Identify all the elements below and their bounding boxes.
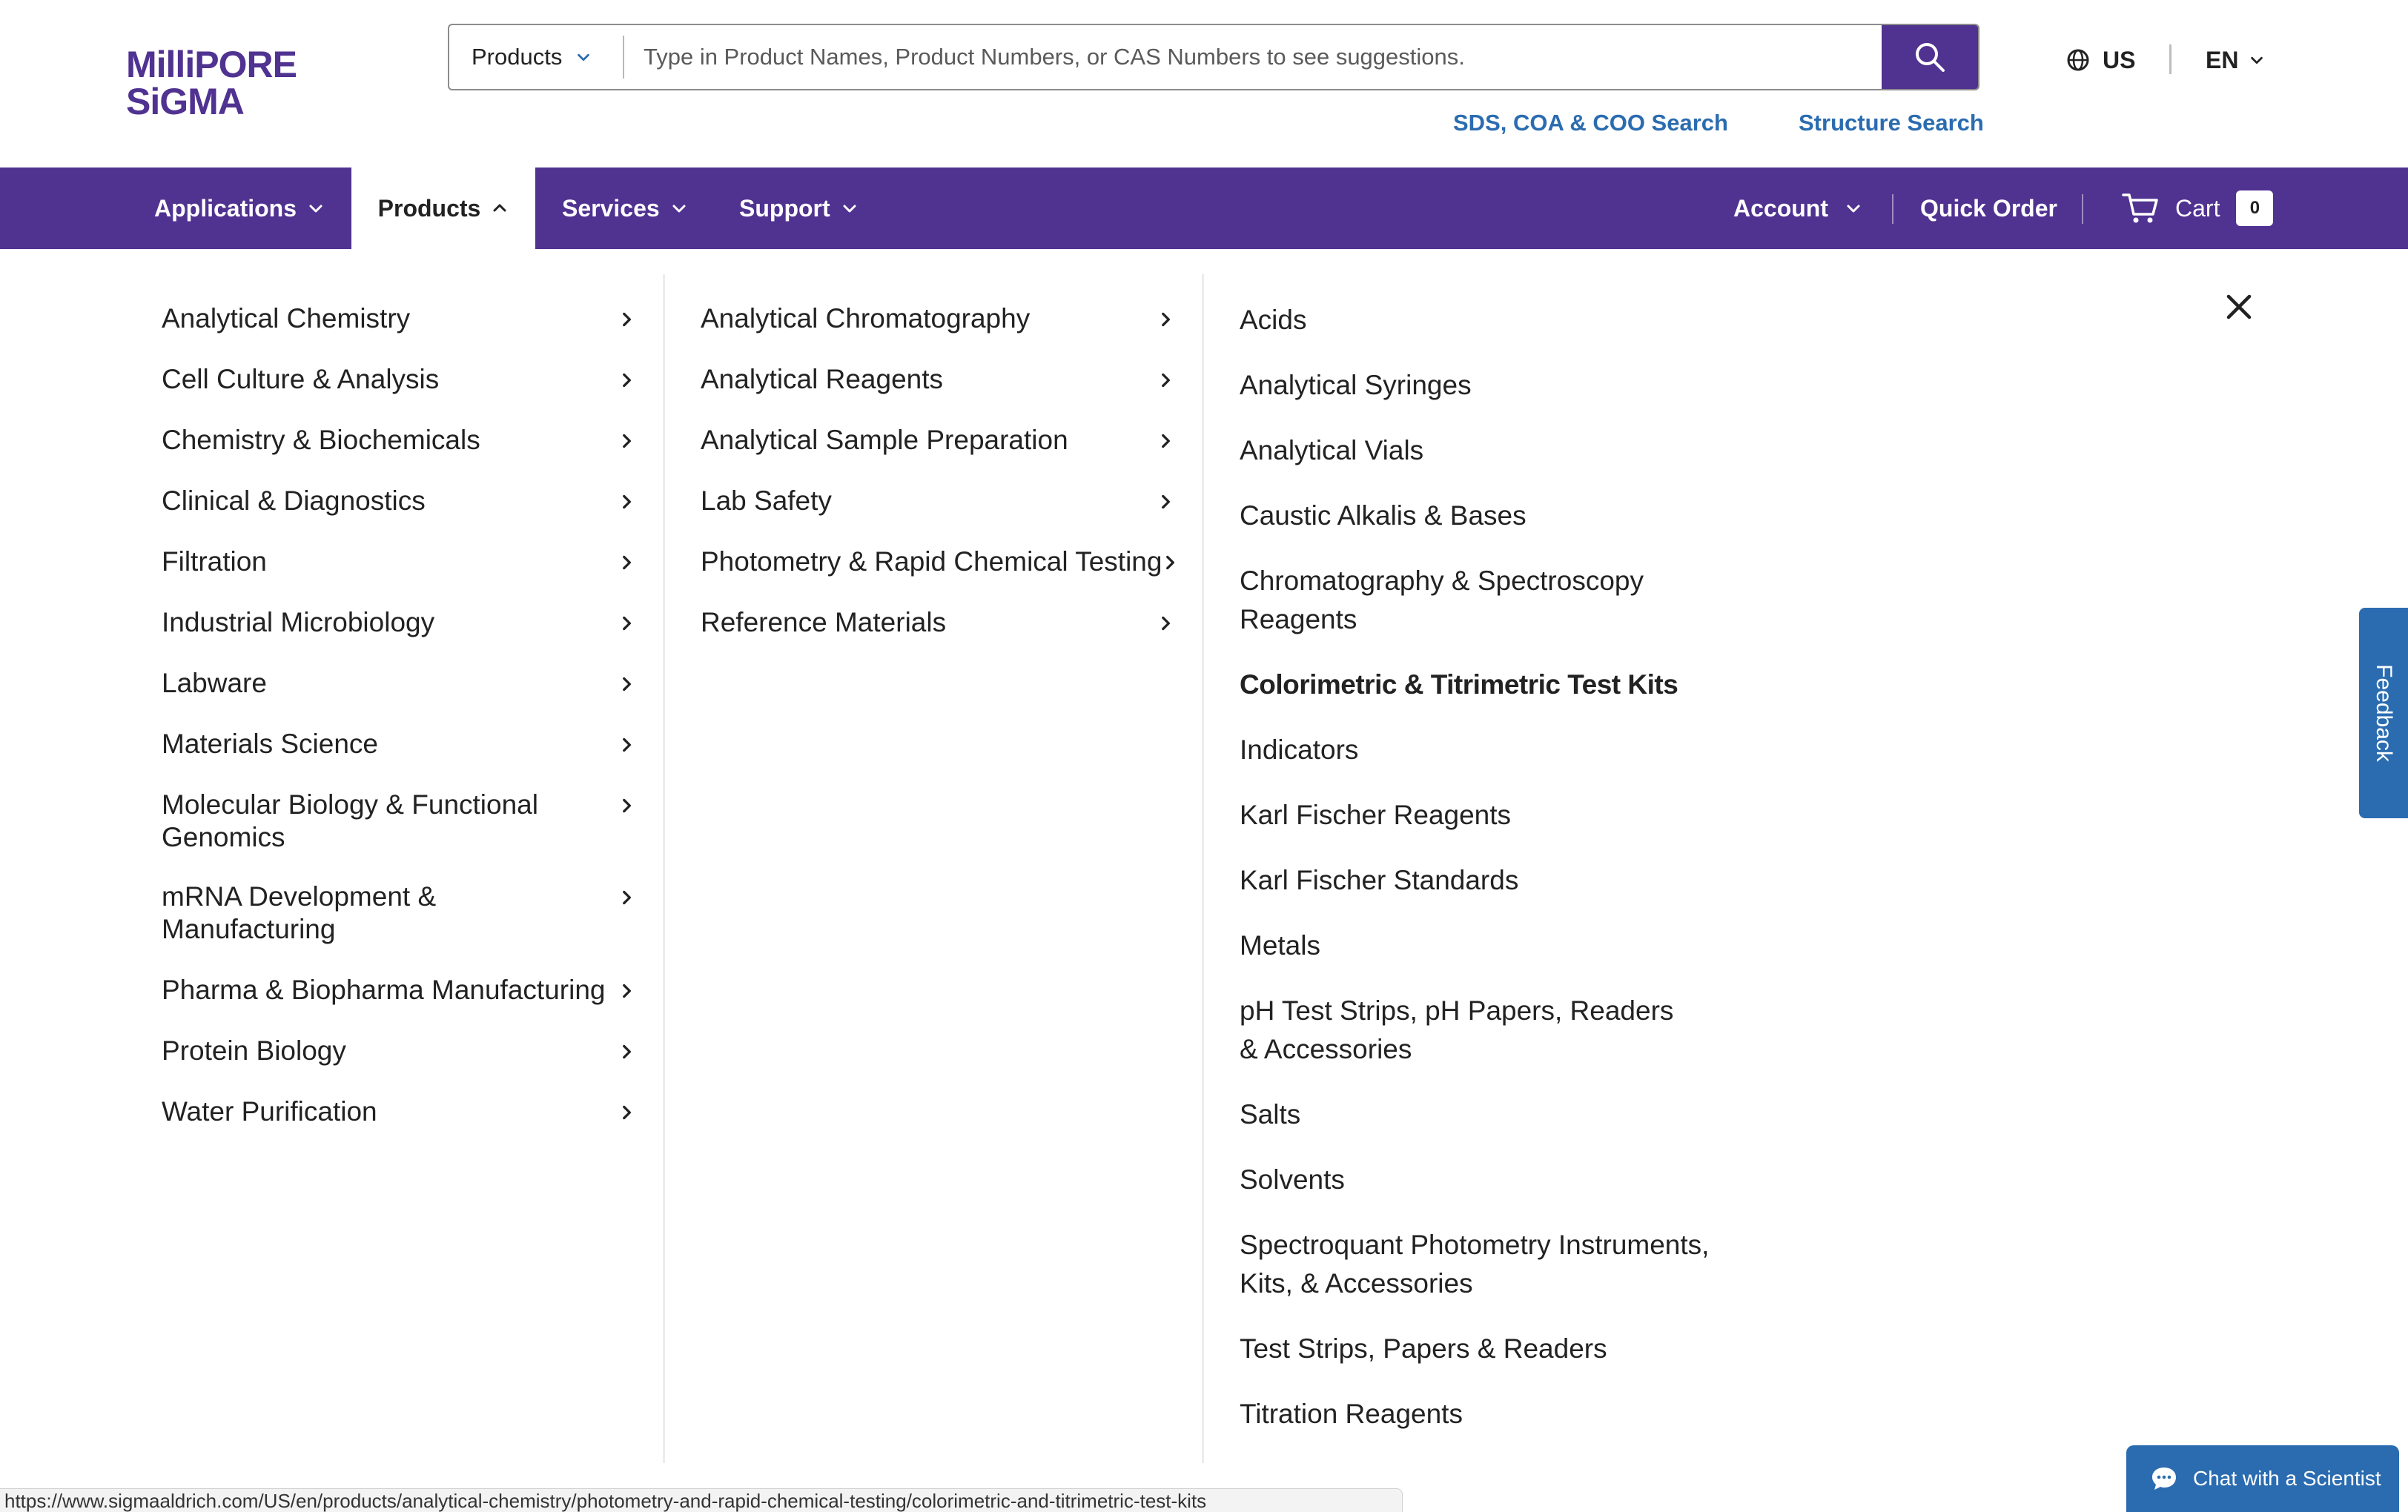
menu-item-label: Industrial Microbiology <box>162 607 435 637</box>
chevron-right-icon <box>1160 553 1180 572</box>
menu-item-label: Pharma & Biopharma Manufacturing <box>162 975 606 1005</box>
menu-item-label: Photometry & Rapid Chemical Testing <box>701 546 1162 577</box>
menu-link-acids[interactable]: Acids <box>1240 305 1307 335</box>
menu-item-cell-culture[interactable] <box>162 363 636 396</box>
menu-item-analytical-chromatography[interactable] <box>701 302 1175 335</box>
chevron-right-icon <box>617 735 636 755</box>
nav-account[interactable] <box>1733 168 1862 249</box>
menu-link-ph-test-strips[interactable]: pH Test Strips, pH Papers, Readers & Accessories <box>1240 995 1674 1064</box>
logo-line-1: MilliPORE <box>126 46 297 85</box>
status-bar-url: https://www.sigmaaldrich.com/US/en/products/analytical-chemistry/photometry-and-rapid-chemical-testing/colorimetric-and-titrimetric-test-kits <box>0 1488 1403 1512</box>
menu-item-label: Filtration <box>162 546 267 577</box>
menu-item-label: Labware <box>162 668 267 698</box>
menu-item-label: Cell Culture & Analysis <box>162 364 440 394</box>
cart-label: Cart <box>2175 194 2220 222</box>
menu-item-labware[interactable] <box>162 667 636 700</box>
search-input[interactable] <box>624 25 1882 89</box>
chevron-up-icon <box>491 199 509 217</box>
chat-with-scientist-button[interactable] <box>2126 1445 2399 1512</box>
chevron-down-icon <box>841 199 859 217</box>
menu-item-photometry-rapid-testing[interactable] <box>701 546 1175 578</box>
menu-item-label: mRNA Development & Manufacturing <box>162 881 437 944</box>
nav-divider <box>1892 194 1893 224</box>
menu-item-analytical-chemistry[interactable] <box>162 302 636 335</box>
menu-item-pharma-biopharma[interactable] <box>162 974 636 1007</box>
chevron-right-icon <box>617 614 636 633</box>
menu-item-filtration[interactable] <box>162 546 636 578</box>
nav-quick-order[interactable] <box>1920 168 2057 249</box>
menu-link-indicators[interactable]: Indicators <box>1240 735 1359 765</box>
globe-icon <box>2065 47 2091 73</box>
menu-item-reference-materials[interactable] <box>701 606 1175 639</box>
language-label: EN <box>2206 46 2239 73</box>
menu-item-label: Materials Science <box>162 729 379 759</box>
menu-item-water-purification[interactable] <box>162 1095 636 1128</box>
nav-cart[interactable] <box>2122 168 2273 249</box>
menu-item-industrial-microbiology[interactable] <box>162 606 636 639</box>
menu-link-karl-fischer-reagents[interactable]: Karl Fischer Reagents <box>1240 800 1512 830</box>
menu-link-metals[interactable]: Metals <box>1240 930 1320 961</box>
chevron-right-icon <box>617 371 636 390</box>
menu-item-label: Analytical Sample Preparation <box>701 425 1068 455</box>
main-nav <box>0 168 2408 249</box>
menu-item-label: Analytical Chemistry <box>162 303 411 334</box>
menu-item-label: Molecular Biology & Functional Genomics <box>162 789 538 852</box>
cart-icon <box>2122 192 2159 225</box>
search-type-dropdown[interactable] <box>449 36 624 79</box>
country-selector[interactable] <box>2065 43 2135 77</box>
menu-item-label: Analytical Reagents <box>701 364 944 394</box>
chevron-right-icon <box>617 431 636 451</box>
nav-applications-label: Applications <box>154 194 297 222</box>
chevron-right-icon <box>617 981 636 1001</box>
menu-item-analytical-reagents[interactable] <box>701 363 1175 396</box>
feedback-label: Feedback <box>2372 664 2396 762</box>
language-selector[interactable] <box>2206 43 2265 77</box>
cart-count-badge: 0 <box>2236 190 2273 226</box>
logo-line-2: SiGMA <box>126 81 244 117</box>
structure-search-link[interactable]: Structure Search <box>1799 110 1984 136</box>
nav-applications[interactable] <box>154 168 325 249</box>
menu-item-label: Lab Safety <box>701 485 832 516</box>
chevron-right-icon <box>1156 431 1175 451</box>
chevron-down-icon <box>1845 199 1862 217</box>
menu-link-spectroquant-photometry[interactable]: Spectroquant Photometry Instruments, Kits, & Accessories <box>1240 1230 1710 1299</box>
search-type-label: Products <box>472 44 563 70</box>
menu-link-solvents[interactable]: Solvents <box>1240 1164 1345 1195</box>
chevron-right-icon <box>617 1042 636 1061</box>
chevron-right-icon <box>617 310 636 329</box>
menu-link-analytical-syringes[interactable]: Analytical Syringes <box>1240 370 1472 400</box>
menu-column-divider <box>1202 274 1204 1463</box>
chevron-right-icon <box>617 492 636 511</box>
menu-item-label: Analytical Chromatography <box>701 303 1031 334</box>
menu-item-label: Reference Materials <box>701 607 947 637</box>
menu-item-label: Protein Biology <box>162 1035 346 1066</box>
nav-support[interactable] <box>739 168 859 249</box>
chevron-right-icon <box>1156 492 1175 511</box>
chevron-right-icon <box>617 674 636 694</box>
menu-link-karl-fischer-standards[interactable]: Karl Fischer Standards <box>1240 865 1519 895</box>
menu-link-chromatography-spectroscopy-reagents[interactable]: Chromatography & Spectroscopy Reagents <box>1240 566 1644 634</box>
menu-column-divider <box>663 274 665 1463</box>
menu-item-clinical-diagnostics[interactable] <box>162 485 636 517</box>
nav-quick-order-label: Quick Order <box>1920 194 2057 222</box>
menu-item-analytical-sample-preparation[interactable] <box>701 424 1175 457</box>
chevron-right-icon <box>617 1103 636 1122</box>
nav-services-label: Services <box>562 194 660 222</box>
menu-item-mrna-development[interactable] <box>162 881 636 946</box>
chat-label: Chat with a Scientist <box>2193 1467 2381 1490</box>
chevron-down-icon <box>307 199 325 217</box>
menu-item-materials-science[interactable] <box>162 728 636 760</box>
menu-item-label: Water Purification <box>162 1096 377 1127</box>
locale-divider <box>2169 44 2172 74</box>
chevron-right-icon <box>1156 614 1175 633</box>
menu-link-salts[interactable]: Salts <box>1240 1099 1301 1130</box>
menu-item-label: Clinical & Diagnostics <box>162 485 426 516</box>
search-icon <box>1914 41 1946 73</box>
menu-link-analytical-vials[interactable]: Analytical Vials <box>1240 435 1424 465</box>
chevron-down-icon <box>575 49 592 65</box>
feedback-tab[interactable] <box>2359 608 2408 818</box>
menu-link-test-strips-papers[interactable]: Test Strips, Papers & Readers <box>1240 1333 1607 1364</box>
chevron-right-icon <box>617 553 636 572</box>
menu-item-protein-biology[interactable] <box>162 1035 636 1067</box>
country-label: US <box>2103 46 2136 73</box>
nav-support-label: Support <box>739 194 830 222</box>
close-icon[interactable] <box>2221 289 2257 325</box>
chevron-down-icon <box>670 199 688 217</box>
menu-item-label: Chemistry & Biochemicals <box>162 425 480 455</box>
menu-link-colorimetric-titrimetric-kits[interactable]: Colorimetric & Titrimetric Test Kits <box>1240 669 1678 700</box>
nav-divider <box>2082 194 2083 224</box>
nav-products-label: Products <box>377 194 481 222</box>
menu-item-chemistry-biochemicals[interactable] <box>162 424 636 457</box>
chat-bubble-icon <box>2150 1465 2178 1493</box>
search-button[interactable] <box>1882 25 1978 89</box>
menu-link-titration-reagents[interactable]: Titration Reagents <box>1240 1399 1463 1429</box>
chevron-right-icon <box>617 888 636 907</box>
nav-products[interactable] <box>351 168 535 249</box>
nav-account-label: Account <box>1733 194 1828 222</box>
chevron-right-icon <box>1156 310 1175 329</box>
menu-item-molecular-biology[interactable] <box>162 789 636 854</box>
menu-item-lab-safety[interactable] <box>701 485 1175 517</box>
nav-services[interactable] <box>562 168 688 249</box>
menu-link-caustic-alkalis[interactable]: Caustic Alkalis & Bases <box>1240 500 1526 531</box>
chevron-right-icon <box>617 796 636 815</box>
search-bar <box>448 24 1979 90</box>
millipore-sigma-logo[interactable] <box>126 46 383 117</box>
chevron-down-icon <box>2249 52 2265 68</box>
sds-coa-coo-search-link[interactable]: SDS, COA & COO Search <box>1453 110 1728 136</box>
chevron-right-icon <box>1156 371 1175 390</box>
